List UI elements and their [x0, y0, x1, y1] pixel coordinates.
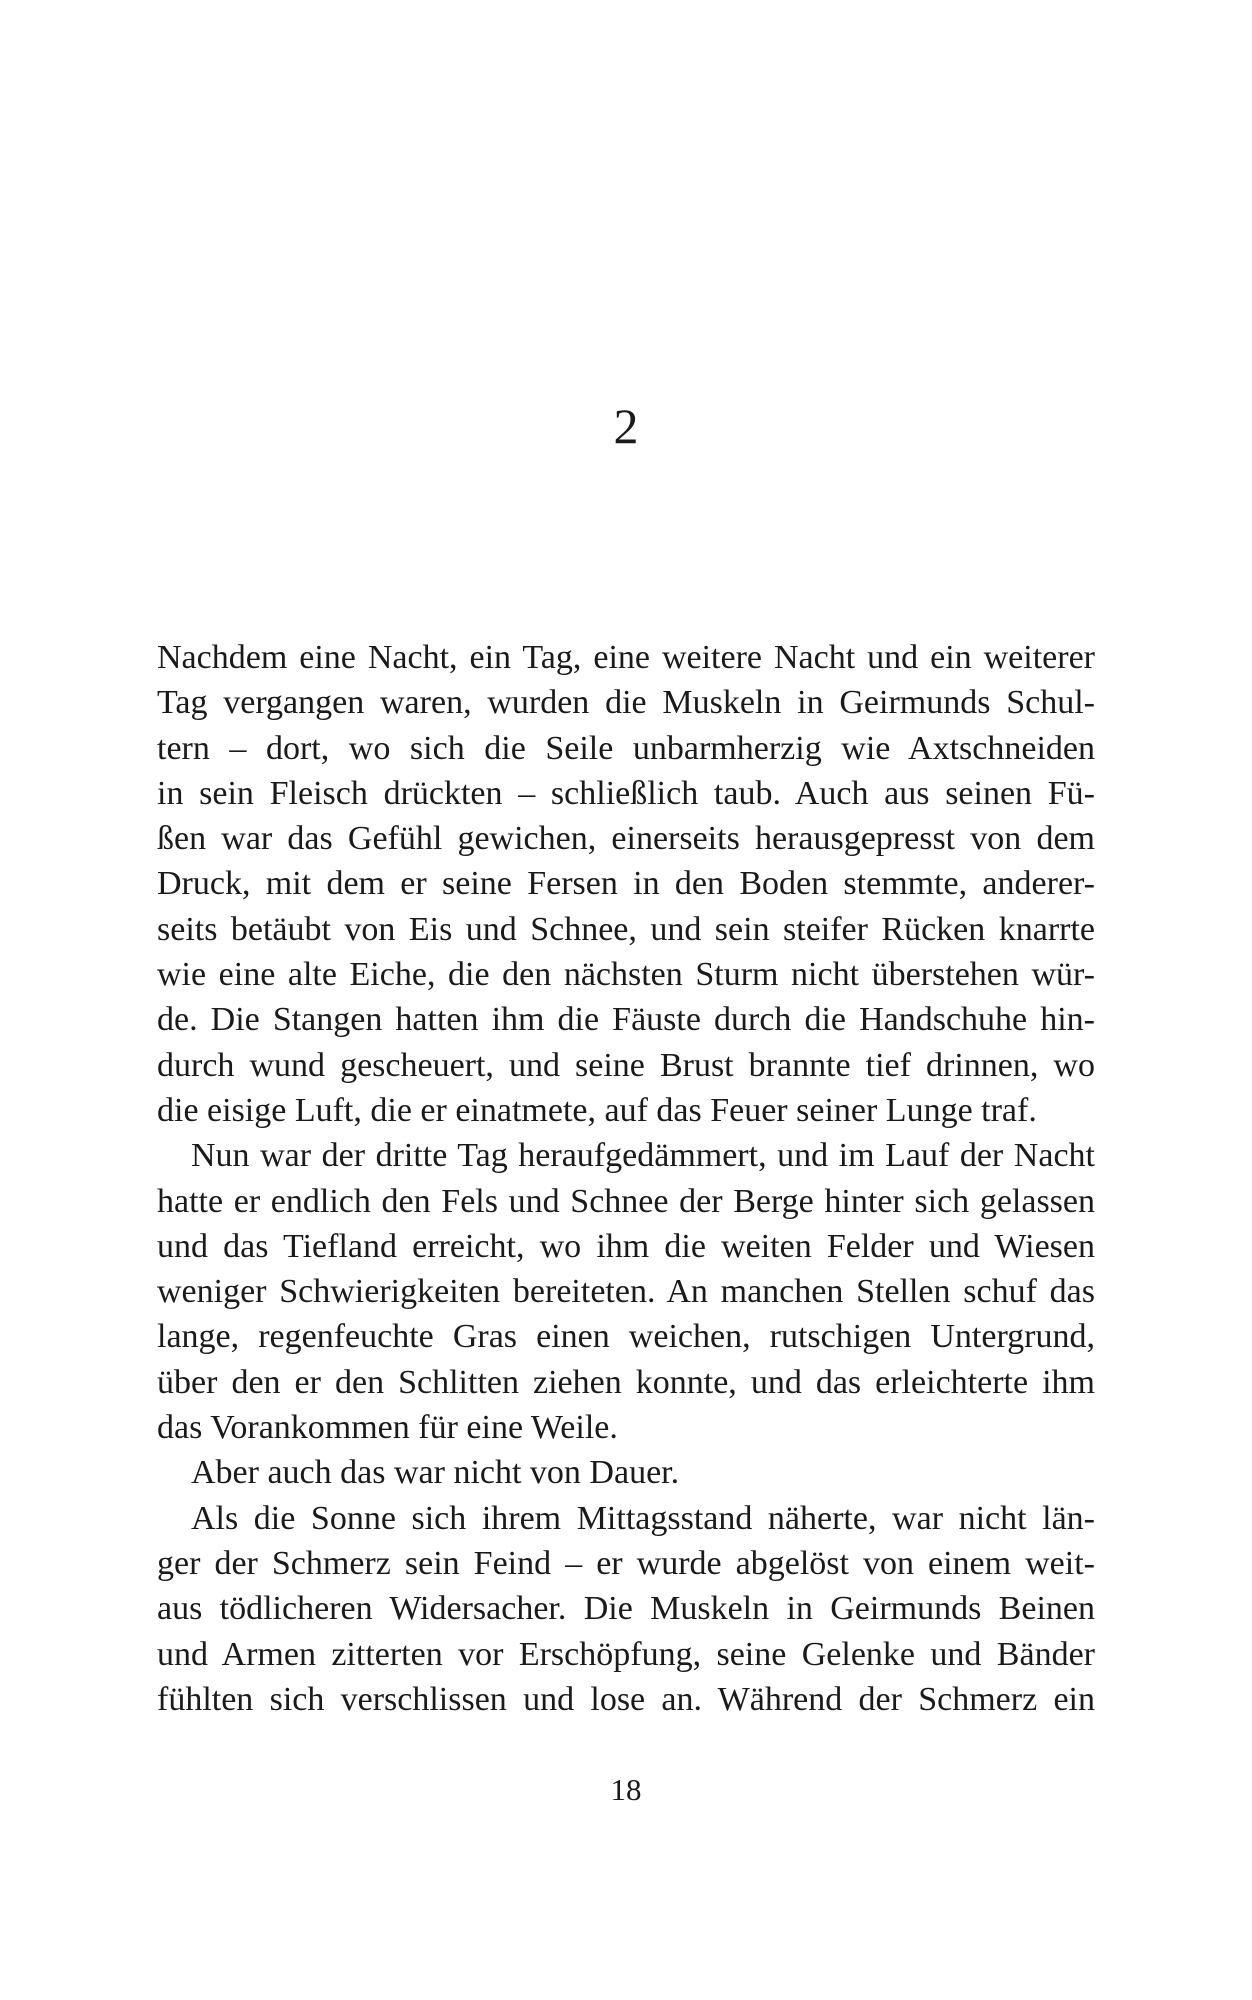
text-line: hatte er endlich den Fels und Schnee der Berge hinter sich gelassen: [157, 1182, 1095, 1220]
text-line: das Vorankommen für eine Weile.: [157, 1409, 618, 1447]
text-line: und das Tiefland erreicht, wo ihm die weiten Felder und Wiesen: [157, 1227, 1095, 1265]
text-line: ßen war das Gefühl gewichen, einerseits herausgepresst von dem: [157, 820, 1095, 858]
text-line: Nachdem eine Nacht, ein Tag, eine weitere Nacht und ein weiterer: [157, 639, 1095, 676]
text-line: lange, regenfeuchte Gras einen weichen, rutschigen Untergrund,: [157, 1318, 1095, 1356]
text-line: Als die Sonne sich ihrem Mittagsstand näherte, war nicht län-: [191, 1499, 1095, 1537]
text-line: wie eine alte Eiche, die den nächsten Sturm nicht überstehen wür-: [157, 956, 1095, 994]
text-line: über den er den Schlitten ziehen konnte, und das erleichterte ihm: [157, 1363, 1095, 1401]
text-line: Nun war der dritte Tag heraufgedämmert, und im Lauf der Nacht: [191, 1137, 1095, 1175]
text-line: fühlten sich verschlissen und lose an. Während der Schmerz ein: [157, 1680, 1095, 1718]
text-line: de. Die Stangen hatten ihm die Fäuste durch die Handschuhe hin-: [157, 1001, 1095, 1039]
text-line: und Armen zitterten vor Erschöpfung, seine Gelenke und Bänder: [157, 1635, 1095, 1673]
text-line: weniger Schwierigkeiten bereiteten. An manchen Stellen schuf das: [157, 1273, 1095, 1311]
chapter-number: 2: [613, 398, 639, 454]
text-line: aus tödlicheren Widersacher. Die Muskeln in Geirmunds Beinen: [157, 1590, 1095, 1628]
text-line: Druck, mit dem er seine Fersen in den Boden stemmte, anderer-: [157, 865, 1095, 903]
text-line: tern – dort, wo sich die Seile unbarmherzig wie Axtschneiden: [157, 729, 1095, 767]
text-line: Aber auch das war nicht von Dauer.: [191, 1454, 680, 1492]
text-line: seits betäubt von Eis und Schnee, und sein steifer Rücken knarrte: [157, 910, 1095, 948]
text-line: in sein Fleisch drückten – schließlich taub. Auch aus seinen Fü-: [157, 774, 1095, 812]
body-text: [157, 635, 1095, 1722]
text-line: durch wund gescheuert, und seine Brust brannte tief drinnen, wo: [157, 1046, 1095, 1084]
text-line: die eisige Luft, die er einatmete, auf das Feuer seiner Lunge traf.: [157, 1091, 1037, 1129]
text-line: Tag vergangen waren, wurden die Muskeln in Geirmunds Schul-: [157, 684, 1095, 722]
page-number: 18: [610, 1772, 642, 1807]
text-line: ger der Schmerz sein Feind – er wurde abgelöst von einem weit-: [157, 1544, 1095, 1582]
